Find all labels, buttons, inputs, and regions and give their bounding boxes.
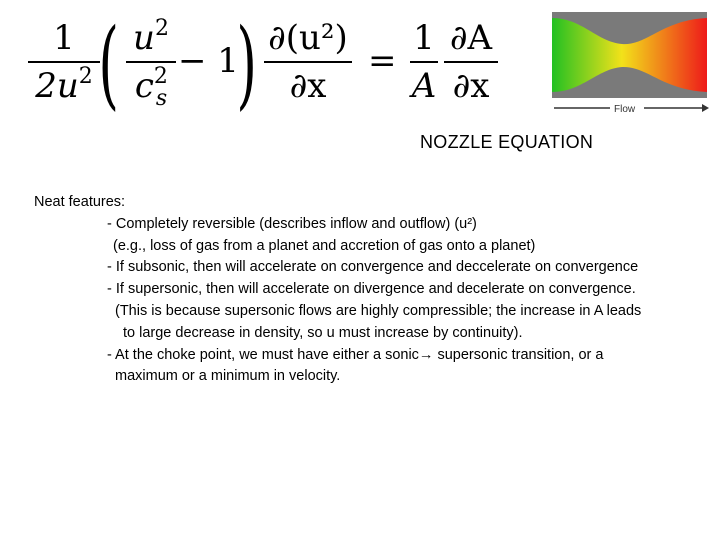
features-heading: Neat features:	[34, 194, 126, 210]
feature-line: (This is because supersonic flows are highly compressible; the increase in A leads	[115, 302, 642, 319]
derivative-denominator: ∂x	[289, 66, 327, 106]
fraction-bar	[410, 61, 438, 63]
rhs-area: A	[411, 66, 437, 106]
feature-line: to large decrease in density, so u must increase by continuity).	[123, 324, 523, 341]
derivative-numerator: ∂(u²)	[268, 18, 348, 58]
feature-line: maximum or a minimum in velocity.	[115, 368, 341, 385]
dx: ∂x	[452, 66, 490, 106]
feature-line: - If subsonic, then will accelerate on convergence and deccelerate on convergence	[107, 259, 639, 276]
velocity-ratio-fraction	[126, 16, 176, 111]
nozzle-equation	[28, 8, 528, 124]
features-list	[34, 192, 714, 388]
caption-title: NOZZLE EQUATION	[420, 132, 594, 152]
feature-line: - If supersonic, then will accelerate on divergence and decelerate on convergence.	[107, 281, 636, 298]
rhs-area-derivative	[444, 18, 498, 106]
rhs-inverse-area	[410, 18, 438, 106]
fraction-bar	[444, 61, 498, 63]
fraction-bar	[28, 61, 100, 63]
feature-line: - At the choke point, we must have either a sonic→ supersonic transition, or a	[107, 346, 604, 363]
left-paren: (	[98, 8, 120, 120]
nozzle-diagram	[552, 12, 707, 98]
lhs-numerator: 1	[53, 18, 75, 58]
right-paren: )	[236, 8, 258, 120]
feature-line: - Completely reversible (describes inflow and outflow) (u²)	[107, 215, 477, 232]
equals-sign: =	[368, 41, 397, 81]
derivative-fraction	[264, 18, 352, 106]
fraction-bar	[126, 61, 176, 63]
flow-label: Flow	[614, 104, 636, 115]
lhs-fraction	[28, 18, 100, 106]
rhs-one: 1	[413, 18, 435, 58]
u-squared: $u^2$	[133, 16, 169, 58]
cs-squared: $c^2_s$	[134, 64, 168, 111]
feature-line: (e.g., loss of gas from a planet and accretion of gas onto a planet)	[113, 237, 536, 254]
lhs-denominator: $2u^2$	[35, 64, 93, 106]
minus-one: − 1	[178, 41, 239, 81]
fraction-bar	[264, 61, 352, 63]
dA: ∂A	[449, 18, 493, 58]
